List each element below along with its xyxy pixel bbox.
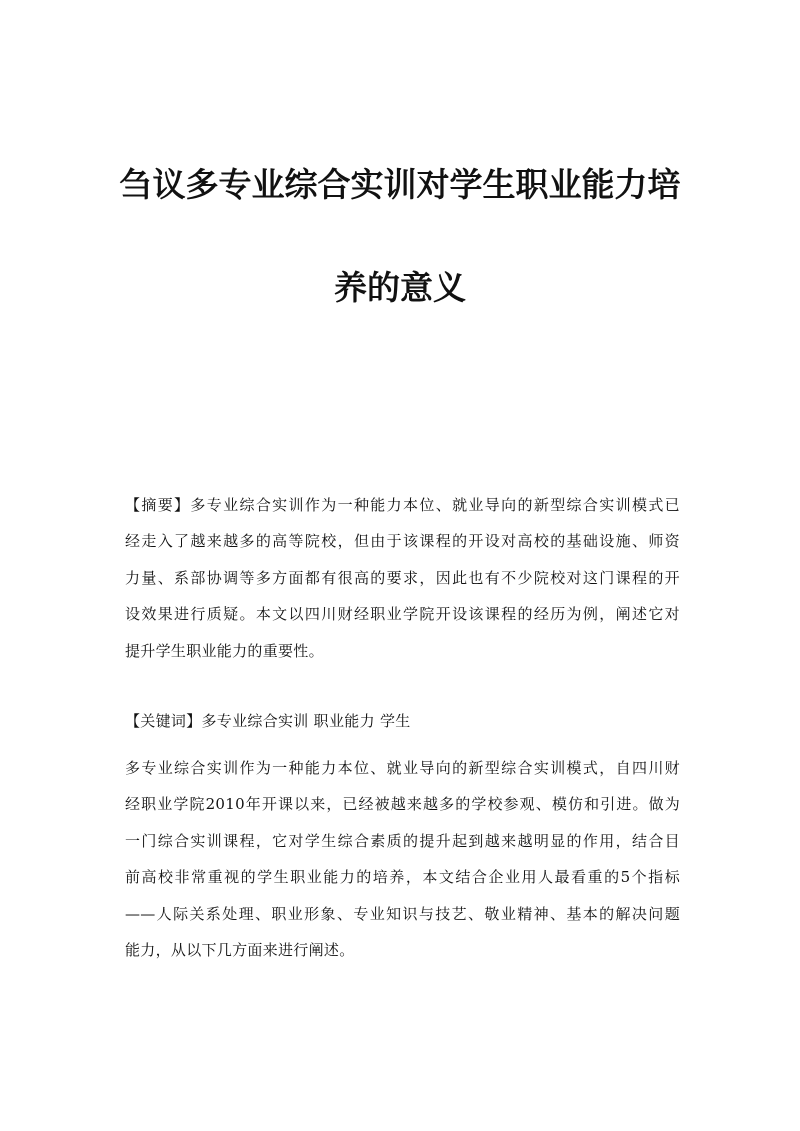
document-title-line-1: 刍议多专业综合实训对学生职业能力培 bbox=[119, 165, 681, 204]
body-line: 能力，从以下几方面来进行阐述。 bbox=[125, 940, 355, 959]
abstract-line: 提升学生职业能力的重要性。 bbox=[125, 641, 324, 660]
abstract-line: 经走入了越来越多的高等院校，但由于该课程的开设对高校的基础设施、师资 bbox=[125, 532, 680, 551]
document-title-line-2: 养的意义 bbox=[334, 268, 466, 307]
abstract-line: 【摘要】多专业综合实训作为一种能力本位、就业导向的新型综合实训模式已 bbox=[125, 496, 680, 514]
body-line: 前高校非常重视的学生职业能力的培养，本文结合企业用人最看重的5个指标 bbox=[125, 868, 680, 887]
abstract-line: 力量、系部协调等多方面都有很高的要求，因此也有不少院校对这门课程的开 bbox=[125, 568, 680, 587]
keywords-paragraph bbox=[125, 707, 680, 735]
body-line: ——人际关系处理、职业形象、专业知识与技艺、敬业精神、基本的解决问题 bbox=[125, 904, 680, 923]
abstract-paragraph bbox=[125, 491, 680, 665]
body-paragraph bbox=[125, 754, 680, 964]
abstract-line: 设效果进行质疑。本文以四川财经职业学院开设该课程的经历为例，阐述它对 bbox=[125, 605, 680, 624]
body-line: 经职业学院2010年开课以来，已经被越来越多的学校参观、模仿和引进。做为 bbox=[125, 795, 680, 814]
body-line: 一门综合实训课程，它对学生综合素质的提升起到越来越明显的作用，结合目 bbox=[125, 831, 680, 850]
keywords-line: 【关键词】多专业综合实训 职业能力 学生 bbox=[125, 712, 411, 730]
body-line: 多专业综合实训作为一种能力本位、就业导向的新型综合实训模式，自四川财 bbox=[125, 759, 680, 777]
